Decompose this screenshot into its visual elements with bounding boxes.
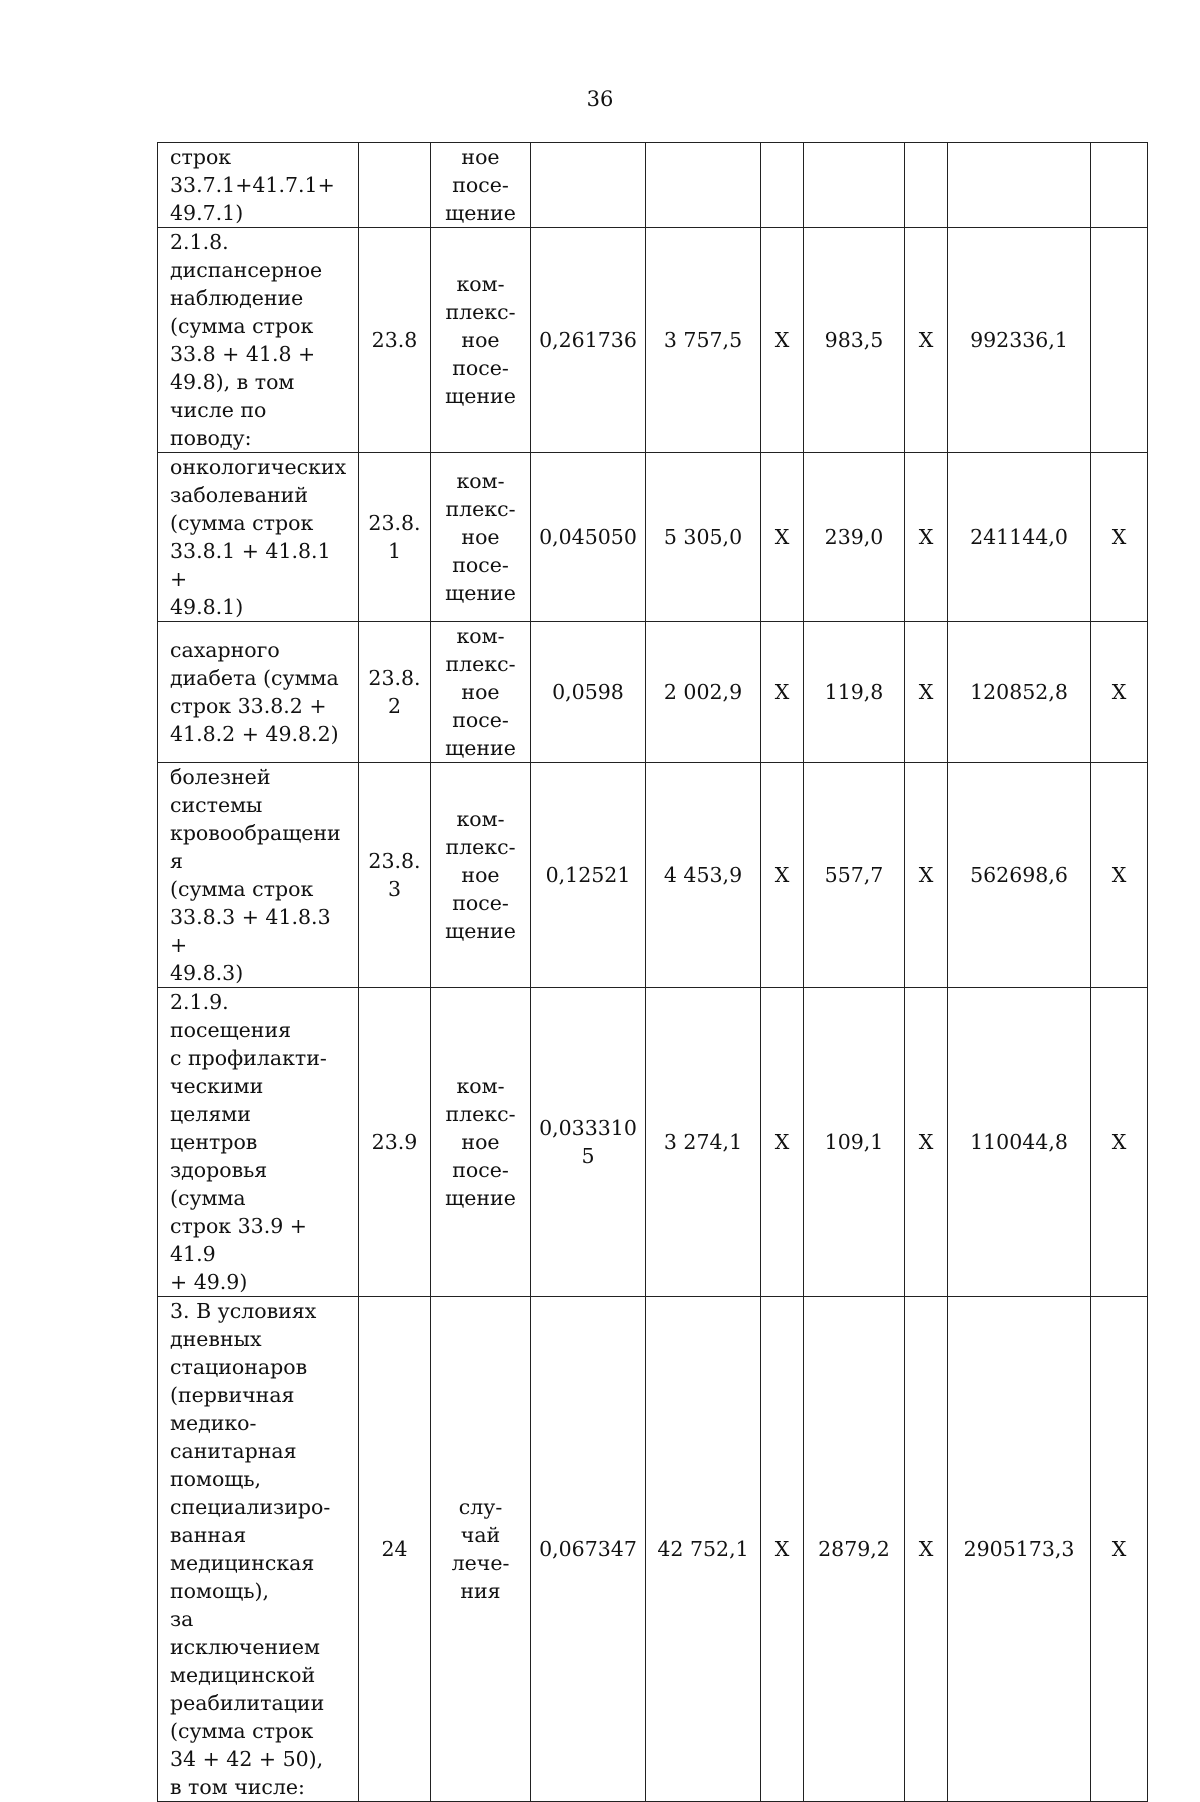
row-unit: ком- плекс- ное посе- щение	[431, 622, 531, 763]
row-value-5	[646, 143, 761, 228]
row-value-10: X	[1091, 763, 1148, 988]
row-value-7: 983,5	[804, 228, 905, 453]
data-table	[157, 142, 1148, 1802]
row-name: 2.1.9. посещения с профилакти- ческими целями центров здоровья (сумма строк 33.9 + 41.9 + 49.9)	[158, 988, 359, 1297]
row-unit: ком- плекс- ное посе- щение	[431, 988, 531, 1297]
page-number: 36	[586, 87, 614, 111]
row-value-7	[804, 143, 905, 228]
row-value-6	[761, 143, 804, 228]
row-unit: ком- плекс- ное посе- щение	[431, 453, 531, 622]
row-value-9	[948, 143, 1091, 228]
row-value-9: 120852,8	[948, 622, 1091, 763]
row-code	[359, 143, 431, 228]
row-value-4: 0,033310 5	[531, 988, 646, 1297]
row-value-8: X	[905, 763, 948, 988]
row-name: болезней системы кровообращения (сумма строк 33.8.3 + 41.8.3 + 49.8.3)	[158, 763, 359, 988]
row-value-6: X	[761, 763, 804, 988]
row-value-8: X	[905, 988, 948, 1297]
row-code: 24	[359, 1297, 431, 1802]
row-value-8: X	[905, 453, 948, 622]
row-name: онкологических заболеваний (сумма строк 33.8.1 + 41.8.1 + 49.8.1)	[158, 453, 359, 622]
row-value-10: X	[1091, 988, 1148, 1297]
row-value-10: X	[1091, 622, 1148, 763]
row-value-5: 2 002,9	[646, 622, 761, 763]
row-value-7: 109,1	[804, 988, 905, 1297]
row-value-6: X	[761, 988, 804, 1297]
row-value-9: 562698,6	[948, 763, 1091, 988]
row-value-6: X	[761, 1297, 804, 1802]
row-code: 23.8. 1	[359, 453, 431, 622]
row-value-10	[1091, 143, 1148, 228]
row-value-9: 110044,8	[948, 988, 1091, 1297]
table-row	[158, 622, 1148, 763]
row-value-5: 42 752,1	[646, 1297, 761, 1802]
row-value-6: X	[761, 622, 804, 763]
row-name: строк 33.7.1+41.7.1+ 49.7.1)	[158, 143, 359, 228]
row-value-4: 0,067347	[531, 1297, 646, 1802]
row-value-9: 992336,1	[948, 228, 1091, 453]
row-value-10	[1091, 228, 1148, 453]
row-unit: ное посе- щение	[431, 143, 531, 228]
row-value-4: 0,0598	[531, 622, 646, 763]
table-row	[158, 453, 1148, 622]
row-value-5: 4 453,9	[646, 763, 761, 988]
row-value-4: 0,045050	[531, 453, 646, 622]
row-value-5: 3 274,1	[646, 988, 761, 1297]
row-value-4	[531, 143, 646, 228]
row-name: 3. В условиях дневных стационаров (первичная медико- санитарная помощь, специализиро- ванная медицинская помощь), за исключением медицинской реабилитации (сумма строк 34 + 42 + 50), в том числе:	[158, 1297, 359, 1802]
row-unit: ком- плекс- ное посе- щение	[431, 228, 531, 453]
row-name: 2.1.8. диспансерное наблюдение (сумма строк 33.8 + 41.8 + 49.8), в том числе по поводу:	[158, 228, 359, 453]
row-value-9: 241144,0	[948, 453, 1091, 622]
row-value-4: 0,12521	[531, 763, 646, 988]
row-code: 23.8. 2	[359, 622, 431, 763]
row-value-7: 557,7	[804, 763, 905, 988]
table-row	[158, 763, 1148, 988]
row-value-5: 3 757,5	[646, 228, 761, 453]
row-value-4: 0,261736	[531, 228, 646, 453]
row-unit: ком- плекс- ное посе- щение	[431, 763, 531, 988]
table-row	[158, 988, 1148, 1297]
row-value-10: X	[1091, 1297, 1148, 1802]
row-value-5: 5 305,0	[646, 453, 761, 622]
row-value-7: 119,8	[804, 622, 905, 763]
row-value-6: X	[761, 453, 804, 622]
row-value-7: 2879,2	[804, 1297, 905, 1802]
row-code: 23.8. 3	[359, 763, 431, 988]
row-code: 23.9	[359, 988, 431, 1297]
row-value-6: X	[761, 228, 804, 453]
row-name: сахарного диабета (сумма строк 33.8.2 + 41.8.2 + 49.8.2)	[158, 622, 359, 763]
row-value-9: 2905173,3	[948, 1297, 1091, 1802]
row-value-8	[905, 143, 948, 228]
row-value-8: X	[905, 622, 948, 763]
row-value-10: X	[1091, 453, 1148, 622]
table-row	[158, 1297, 1148, 1802]
row-code: 23.8	[359, 228, 431, 453]
table-row	[158, 143, 1148, 228]
table-row	[158, 228, 1148, 453]
row-value-8: X	[905, 1297, 948, 1802]
row-value-8: X	[905, 228, 948, 453]
row-value-7: 239,0	[804, 453, 905, 622]
row-unit: слу- чай лече- ния	[431, 1297, 531, 1802]
